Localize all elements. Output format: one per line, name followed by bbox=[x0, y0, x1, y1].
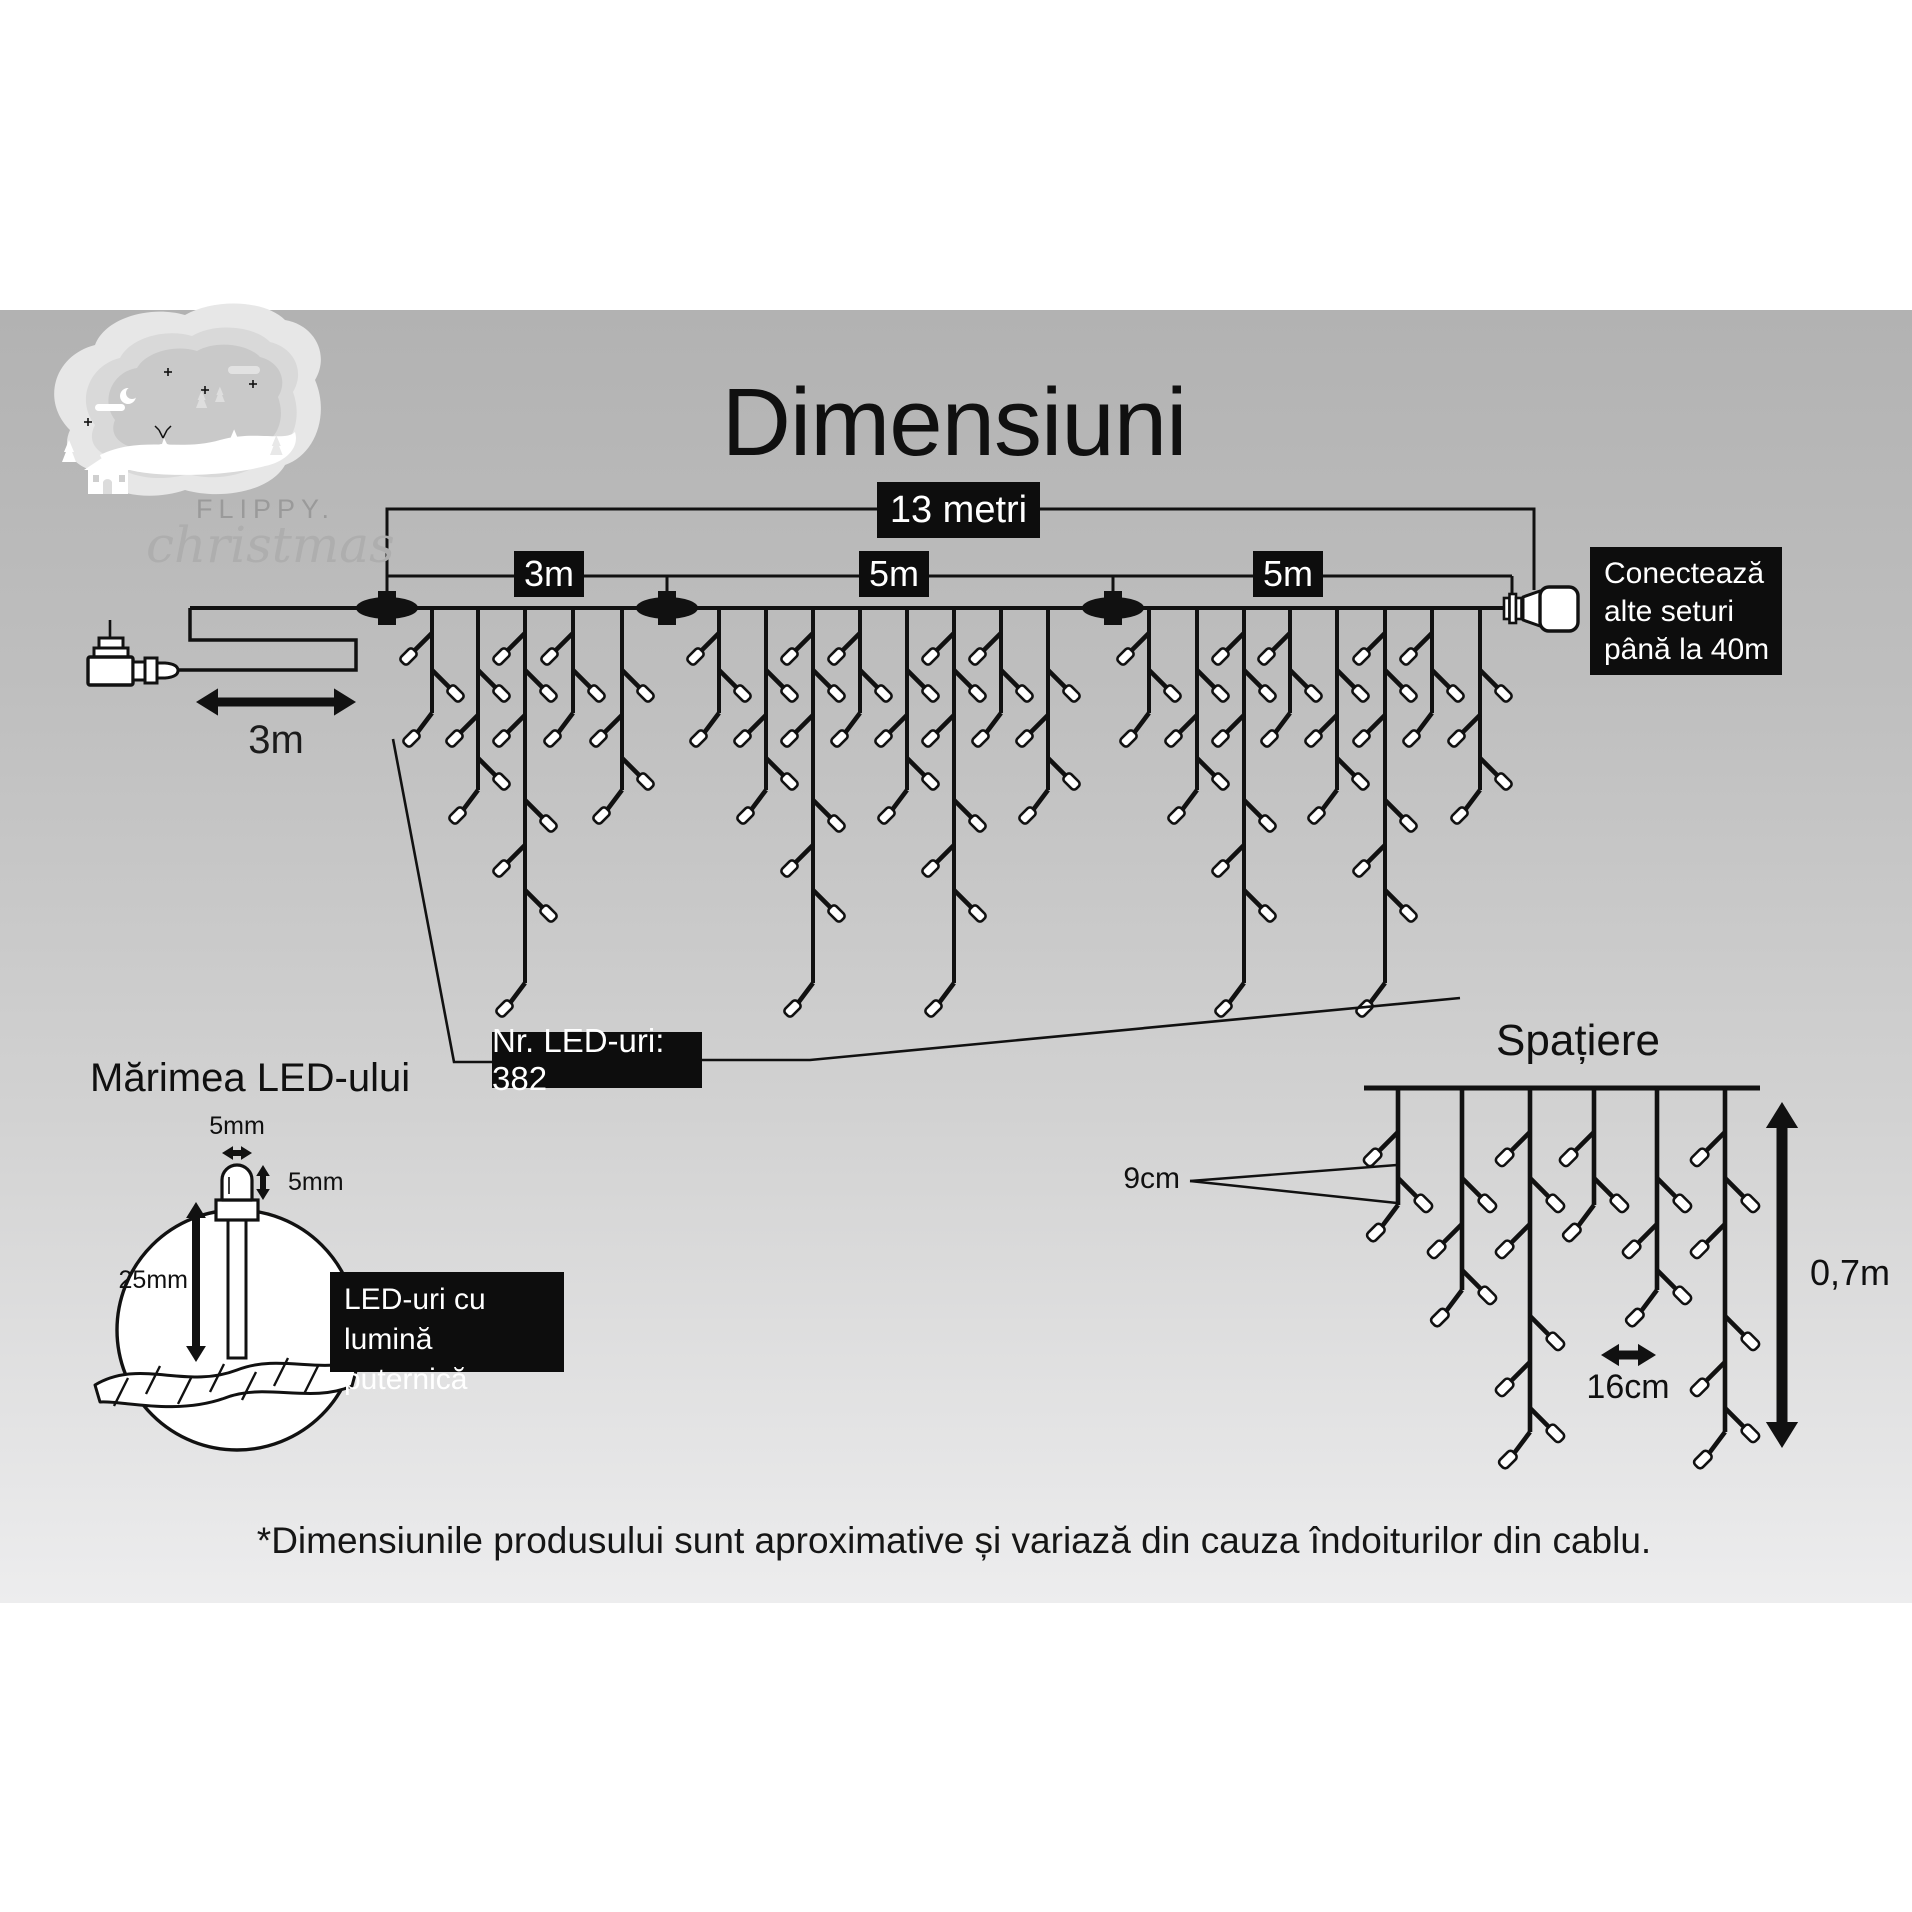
led-length-label: 25mm bbox=[118, 1266, 188, 1294]
segment-5m-a-text: 5m bbox=[868, 553, 919, 594]
led-width-label: 5mm bbox=[209, 1112, 265, 1140]
strand-gap-label: 16cm bbox=[1586, 1368, 1670, 1406]
led-count-text: Nr. LED-uri: 382 bbox=[492, 1022, 665, 1097]
led-note-box bbox=[330, 1272, 564, 1396]
disclaimer: *Dimensiunile produsului sunt aproximative și variază din cauza îndoiturilor din cablu. bbox=[256, 1520, 1652, 1561]
connect-note-box bbox=[1590, 547, 1782, 675]
curtain-height-label: 0,7m bbox=[1810, 1252, 1891, 1293]
led-note-line2: puternică bbox=[344, 1363, 468, 1396]
segment-5m-a-label bbox=[859, 551, 929, 597]
connect-note-line1: Conectează bbox=[1604, 557, 1765, 590]
page-title: Dimensiuni bbox=[721, 369, 1187, 476]
total-length-label bbox=[877, 482, 1040, 538]
segment-5m-b-label bbox=[1253, 551, 1323, 597]
logo-brand-text: FLIPPY. bbox=[196, 494, 336, 524]
led-height-label: 5mm bbox=[288, 1168, 344, 1196]
spacing-title: Spațiere bbox=[1496, 1016, 1660, 1065]
connect-note-line2: alte seturi bbox=[1604, 595, 1735, 628]
led-count-box bbox=[492, 1022, 702, 1097]
segment-5m-b-text: 5m bbox=[1262, 553, 1313, 594]
connect-note-line3: până la 40m bbox=[1604, 633, 1770, 666]
logo-sub-text: christmas bbox=[146, 516, 395, 574]
lead-length-label: 3m bbox=[248, 718, 304, 762]
segment-3m-label bbox=[514, 551, 584, 597]
led-note-line1: LED-uri cu lumină bbox=[344, 1283, 486, 1356]
led-size-title: Mărimea LED-ului bbox=[90, 1056, 411, 1100]
led-gap-label: 9cm bbox=[1123, 1162, 1180, 1195]
segment-3m-text: 3m bbox=[523, 553, 574, 594]
total-length-text: 13 metri bbox=[889, 488, 1028, 531]
